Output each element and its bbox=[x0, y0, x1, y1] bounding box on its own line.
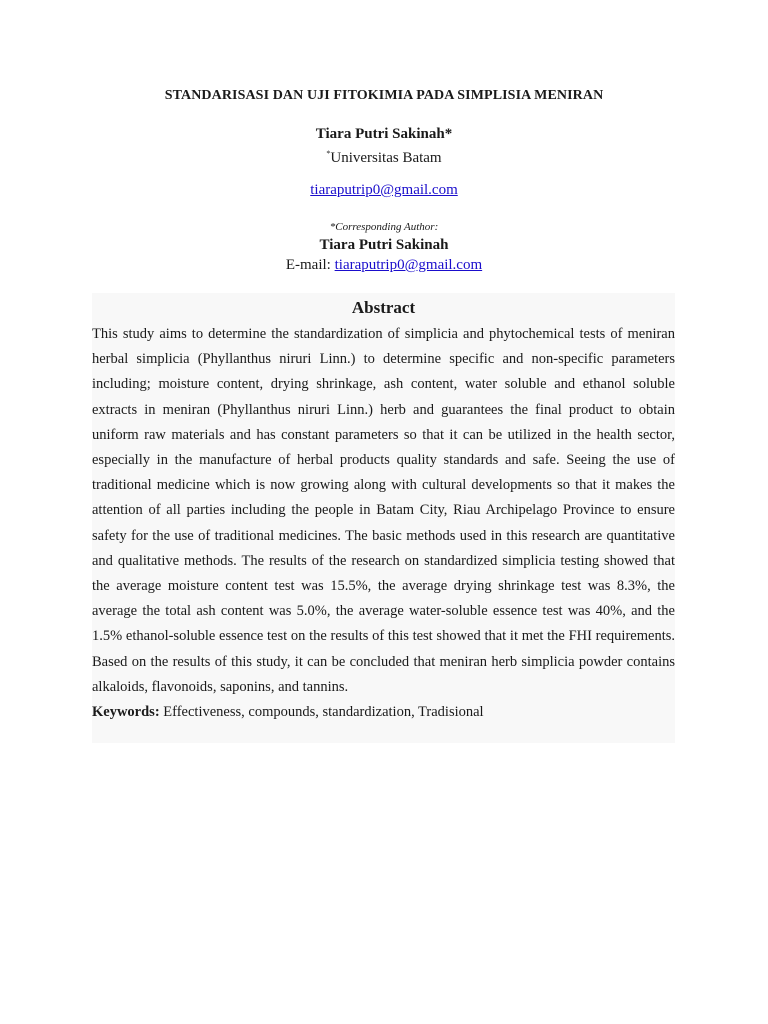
affiliation-text: Universitas Batam bbox=[330, 150, 442, 166]
abstract-section bbox=[92, 293, 675, 743]
author-affiliation bbox=[0, 144, 768, 168]
abstract-heading: Abstract bbox=[351, 298, 416, 317]
corresponding-author-name: Tiara Putri Sakinah bbox=[319, 237, 449, 253]
author-block bbox=[0, 124, 768, 168]
keywords-label: Keywords: bbox=[92, 704, 160, 721]
keywords-line bbox=[92, 700, 675, 725]
keywords-text: Effectiveness, compounds, standardization, Tradisional bbox=[163, 704, 484, 721]
corresponding-email-link[interactable]: tiaraputrip0@gmail.com bbox=[334, 257, 483, 273]
corresponding-author-block bbox=[0, 220, 768, 275]
paper-title: STANDARISASI DAN UJI FITOKIMIA PADA SIMPLISIA MENIRAN bbox=[164, 88, 604, 103]
affiliation-mark: * bbox=[326, 149, 331, 158]
corresponding-email-line bbox=[0, 255, 768, 275]
corresponding-author-label: *Corresponding Author: bbox=[329, 221, 439, 233]
email-label: E-mail: bbox=[285, 257, 331, 273]
abstract-body: This study aims to determine the standardization of simplicia and phytochemical tests of meniran herbal simplicia (Phyllanthus niruri Linn.) to determine specific and non-specific parameters including; moisture content, drying shrinkage, ash content, water soluble and ethanol soluble extracts in meniran (Phyllanthus niruri Linn.) herb and guarantees the final product to obtain uniform raw materials and has constant parameters so that it can be utilized in the health sector, especially in the manufacture of herbal products quality standards and safe. Seeing the use of traditional medicine which is now growing along with cultural developments so that it makes the attention of all parties including the people in Batam City, Riau Archipelago Province to ensure safety for the use of traditional medicines. The basic methods used in this research are quantitative and qualitative methods. The results of the research on standardized simplicia testing showed that the average moisture content test was 15.5%, the average drying shrinkage test was 8.3%, the average the total ash content was 5.0%, the average water-soluble essence test was 40%, and the 1.5% ethanol-soluble essence test on the results of this test showed that it met the FHI requirements. Based on the results of this study, it can be concluded that meniran herb simplicia powder contains alkaloids, flavonoids, saponins, and tannins. bbox=[92, 326, 675, 695]
author-email-line bbox=[0, 182, 768, 199]
author-name: Tiara Putri Sakinah* bbox=[315, 126, 453, 142]
author-email-link[interactable]: tiaraputrip0@gmail.com bbox=[310, 182, 458, 198]
